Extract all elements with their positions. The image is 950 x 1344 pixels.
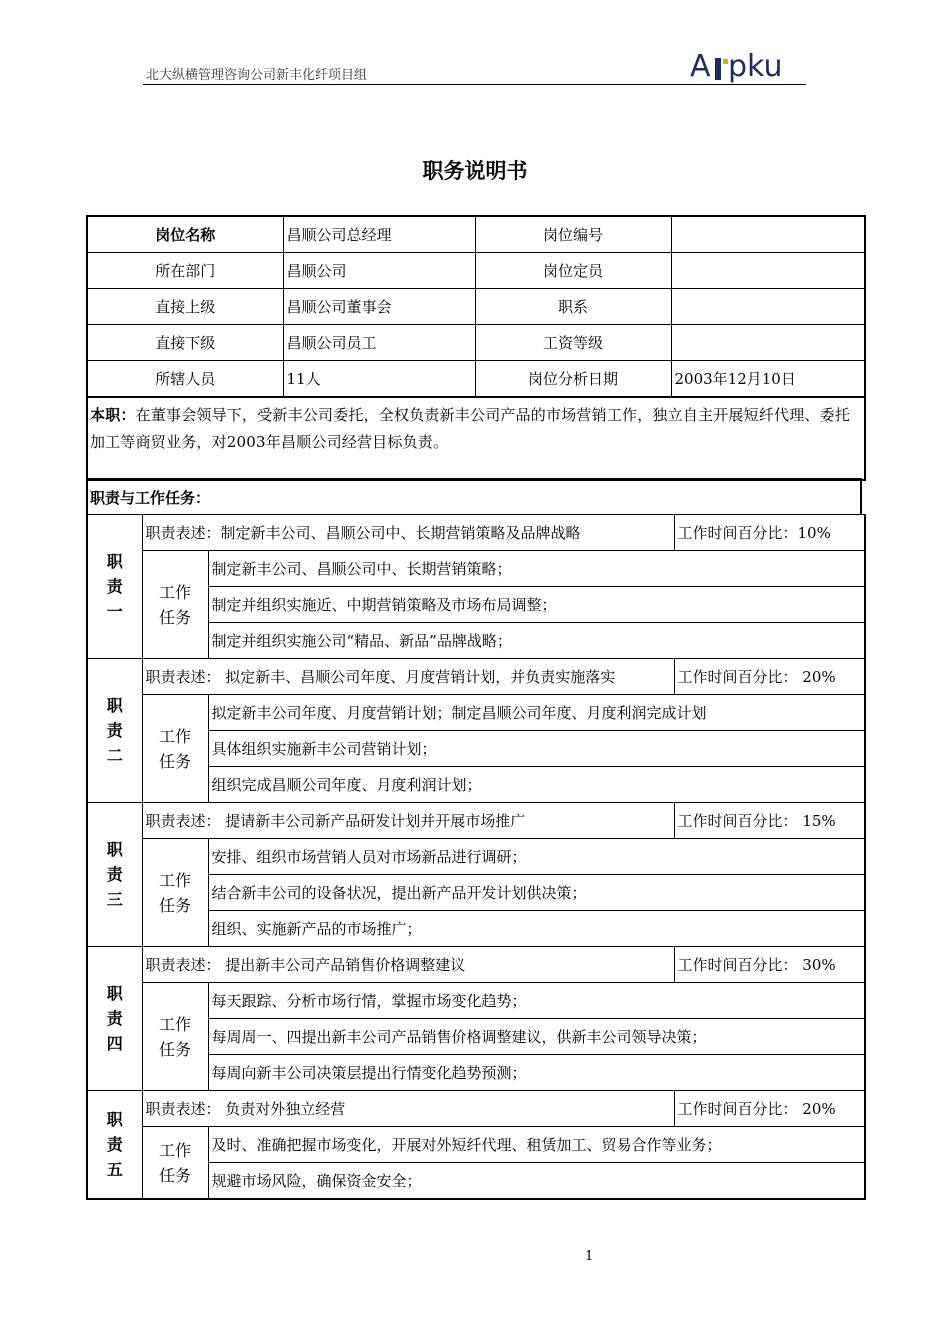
task-item: 拟定新丰公司年度、月度营销计划；制定昌顺公司年度、月度利润完成计划: [208, 695, 865, 731]
duties-table: [86, 514, 866, 1200]
task-item: 制定新丰公司、昌顺公司中、长期营销策略；: [208, 551, 865, 587]
duties-heading: 职责与工作任务：: [86, 478, 862, 514]
duty-desc-row: [87, 803, 865, 839]
task-label-word: 工作: [158, 582, 191, 602]
info-label: 岗位名称: [87, 216, 283, 253]
task-label-word: 工作: [158, 726, 191, 746]
task-item: 每天跟踪、分析市场行情，掌握市场变化趋势；: [208, 983, 865, 1019]
info-value: 2003年12月10日: [671, 361, 865, 398]
duty-label-char: 责: [106, 1009, 123, 1028]
info-label: 工资等级: [475, 325, 671, 361]
duty-label-char: 职: [106, 1110, 123, 1129]
task-label-word: 工作: [158, 870, 191, 890]
info-label: 岗位分析日期: [475, 361, 671, 398]
duty-label-char: 职: [106, 840, 123, 859]
info-value: [671, 289, 865, 325]
duty-time-percent: 工作时间百分比： 20%: [674, 1091, 865, 1127]
duty-desc-row: [87, 1091, 865, 1127]
duty-label-char: 三: [106, 890, 123, 909]
duty-desc-row: [87, 659, 865, 695]
info-row: [87, 216, 865, 253]
task-label-word: 任务: [158, 751, 191, 771]
info-value: 昌顺公司员工: [283, 325, 475, 361]
task-label-word: 任务: [158, 895, 191, 915]
logo-letters-pku: pku: [728, 49, 783, 84]
info-value: 昌顺公司: [283, 253, 475, 289]
info-value: 11人: [283, 361, 475, 398]
duty-time-percent: 工作时间百分比： 30%: [674, 947, 865, 983]
duty-label: [87, 803, 142, 947]
duty-label-char: 职: [106, 696, 123, 715]
task-item: 安排、组织市场营销人员对市场新品进行调研；: [208, 839, 865, 875]
task-item: 及时、准确把握市场变化，开展对外短纤代理、租赁加工、贸易合作等业务；: [208, 1127, 865, 1163]
duty-time-percent: 工作时间百分比：10%: [674, 515, 865, 551]
task-item: 每周周一、四提出新丰公司产品销售价格调整建议，供新丰公司领导决策；: [208, 1019, 865, 1055]
task-label-word: 任务: [158, 1165, 191, 1185]
duty-time-percent: 工作时间百分比： 15%: [674, 803, 865, 839]
task-item: 制定并组织实施公司“精品、新品”品牌战略；: [208, 623, 865, 659]
summary-label: 本职：: [90, 406, 136, 424]
info-table: [86, 215, 866, 398]
duty-label-char: 五: [106, 1160, 123, 1179]
task-item: 具体组织实施新丰公司营销计划；: [208, 731, 865, 767]
info-value: 昌顺公司总经理: [283, 216, 475, 253]
logo-letter-a: A: [690, 49, 711, 84]
task-row: [87, 695, 865, 731]
info-value: [671, 325, 865, 361]
info-label: 所在部门: [87, 253, 283, 289]
task-label: [142, 839, 208, 947]
duty-description: 职责表述： 拟定新丰、昌顺公司年度、月度营销计划，并负责实施落实: [142, 659, 674, 695]
task-label: [142, 551, 208, 659]
duty-label: [87, 659, 142, 803]
logo-bar: [715, 58, 721, 80]
task-label: [142, 983, 208, 1091]
duty-label: [87, 947, 142, 1091]
info-label: 职系: [475, 289, 671, 325]
duty-label: [87, 1091, 142, 1200]
duty-label-char: 二: [106, 746, 123, 765]
task-item: 组织完成昌顺公司年度、月度利润计划；: [208, 767, 865, 803]
task-label: [142, 1127, 208, 1200]
task-row: [87, 983, 865, 1019]
info-label: 直接下级: [87, 325, 283, 361]
task-item: 规避市场风险，确保资金安全；: [208, 1163, 865, 1200]
task-label-word: 任务: [158, 607, 191, 627]
info-label: 岗位编号: [475, 216, 671, 253]
header-company: 北大纵横管理咨询公司新丰化纤项目组: [146, 68, 368, 83]
info-label: 岗位定员: [475, 253, 671, 289]
duty-label-char: 责: [106, 1135, 123, 1154]
duty-time-percent: 工作时间百分比： 20%: [674, 659, 865, 695]
duty-label-char: 职: [106, 552, 123, 571]
duty-label-char: 一: [106, 602, 123, 621]
task-row: [87, 1127, 865, 1163]
duty-description: 职责表述： 提请新丰公司新产品研发计划并开展市场推广: [142, 803, 674, 839]
duty-desc-row: [87, 515, 865, 551]
job-summary: [86, 397, 866, 481]
page-number: 1: [585, 1249, 594, 1264]
info-value: [671, 216, 865, 253]
info-label: 直接上级: [87, 289, 283, 325]
info-row: [87, 325, 865, 361]
duty-label-char: 四: [106, 1034, 123, 1053]
duty-description: 职责表述： 提出新丰公司产品销售价格调整建议: [142, 947, 674, 983]
info-row: [87, 289, 865, 325]
duty-label-char: 责: [106, 865, 123, 884]
info-row: [87, 361, 865, 398]
duty-description: 职责表述：制定新丰公司、昌顺公司中、长期营销策略及品牌战略: [142, 515, 674, 551]
summary-text: 在董事会领导下，受新丰公司委托，全权负责新丰公司产品的市场营销工作，独立自主开展短纤代理、委托加工等商贸业务，对2003年昌顺公司经营目标负责。: [90, 406, 851, 451]
duty-label-char: 责: [106, 577, 123, 596]
duty-label-char: 职: [106, 984, 123, 1003]
task-label-word: 任务: [158, 1039, 191, 1059]
task-item: 制定并组织实施近、中期营销策略及市场布局调整；: [208, 587, 865, 623]
task-label-word: 工作: [158, 1014, 191, 1034]
company-logo: [690, 49, 808, 86]
info-label: 所辖人员: [87, 361, 283, 398]
duty-description: 职责表述： 负责对外独立经营: [142, 1091, 674, 1127]
task-label: [142, 695, 208, 803]
duty-label-char: 责: [106, 721, 123, 740]
task-row: [87, 551, 865, 587]
document-title: 职务说明书: [422, 159, 528, 183]
duty-label: [87, 515, 142, 659]
info-value: 昌顺公司董事会: [283, 289, 475, 325]
task-row: [87, 839, 865, 875]
task-item: 组织、实施新产品的市场推广；: [208, 911, 865, 947]
task-item: 每周向新丰公司决策层提出行情变化趋势预测；: [208, 1055, 865, 1091]
info-value: [671, 253, 865, 289]
info-row: [87, 253, 865, 289]
task-label-word: 工作: [158, 1140, 191, 1160]
task-item: 结合新丰公司的设备状况，提出新产品开发计划供决策；: [208, 875, 865, 911]
duty-desc-row: [87, 947, 865, 983]
